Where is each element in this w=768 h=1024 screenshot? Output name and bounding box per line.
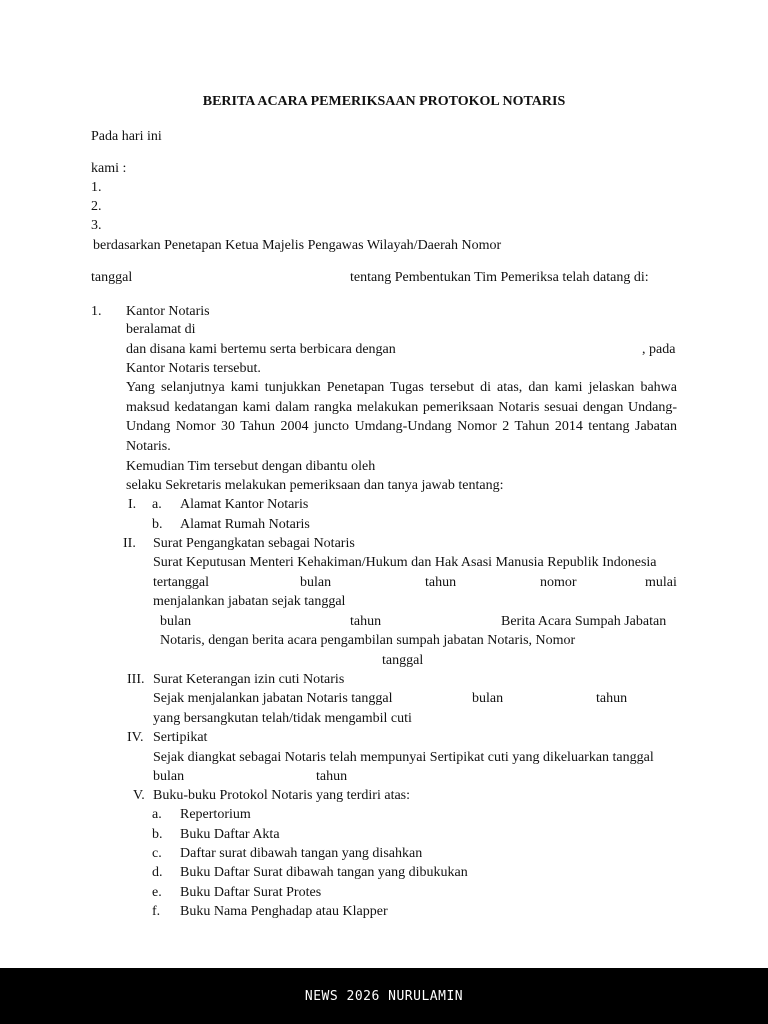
document-title: BERITA ACARA PEMERIKSAAN PROTOKOL NOTARIS: [202, 94, 566, 109]
mulai-label: mulai: [645, 575, 677, 590]
cuti-sejak-line: Sejak menjalankan jabatan Notaris tanggal: [153, 691, 393, 706]
section-1-roman: I.: [128, 497, 137, 512]
list-item-mark: e.: [152, 885, 162, 900]
list-item: Repertorium: [180, 807, 251, 822]
list-item: Buku Daftar Akta: [180, 827, 280, 842]
kami-label: kami :: [91, 161, 127, 176]
beralamat: beralamat di: [126, 322, 196, 337]
tahun-label-4: tahun: [316, 769, 348, 784]
list-item-mark: a.: [152, 807, 162, 822]
bulan-label-3: bulan: [472, 691, 504, 706]
selaku-line: selaku Sekretaris melakukan pemeriksaan dan tanya jawab tentang:: [126, 478, 504, 493]
member-1: 1.: [91, 180, 102, 195]
notaris-nomor-line: Notaris, dengan berita acara pengambilan sumpah jabatan Notaris, Nomor: [160, 633, 576, 648]
berita-acara-label: Berita Acara Sumpah Jabatan: [501, 614, 667, 629]
basis-line: berdasarkan Penetapan Ketua Majelis Pengawas Wilayah/Daerah Nomor: [93, 238, 502, 253]
section-1-a-text: Alamat Kantor Notaris: [180, 497, 309, 512]
tahun-label: tahun: [425, 575, 457, 590]
section-5-roman: V.: [133, 788, 145, 803]
section-3-roman: III.: [127, 672, 145, 687]
list-item: Buku Nama Penghadap atau Klapper: [180, 904, 388, 919]
footer-label: NEWS 2026 NURULAMIN: [304, 988, 464, 1004]
item-1-number: 1.: [91, 304, 102, 319]
purpose-paragraph: Yang selanjutnya kami tunjukkan Penetapan Tugas tersebut di atas, dan kami jelaskan bahwa maksud kedatangan kami dalam rangka melakukan pemeriksaan Notaris sesuai dengan Undang-Undang Nomor 30 Tahun 2004 juncto Umdang-Undang Nomor 2 Tahun 2014 tentang Jabatan Notaris.: [126, 380, 677, 454]
bulan-label: bulan: [300, 575, 332, 590]
sertipikat-line: Sejak diangkat sebagai Notaris telah mempunyai Sertipikat cuti yang dikeluarkan tanggal: [153, 750, 654, 765]
section-1-a-mark: a.: [152, 497, 162, 512]
list-item: Buku Daftar Surat dibawah tangan yang dibukukan: [180, 865, 468, 880]
section-4-heading: Sertipikat: [153, 730, 208, 745]
section-2-line1: Surat Keputusan Menteri Kehakiman/Hukum dan Hak Asasi Manusia Republik Indonesia: [153, 555, 657, 570]
tanggal-label: tanggal: [91, 270, 133, 285]
bulan-label-4: bulan: [153, 769, 185, 784]
kemudian-line: Kemudian Tim tersebut dengan dibantu oleh: [126, 459, 376, 474]
list-item-mark: f.: [152, 904, 161, 919]
list-item: Buku Daftar Surat Protes: [180, 885, 322, 900]
section-3-heading: Surat Keterangan izin cuti Notaris: [153, 672, 345, 687]
tentang-line: tentang Pembentukan Tim Pemeriksa telah datang di:: [350, 270, 649, 285]
kantor-tersebut: Kantor Notaris tersebut.: [126, 361, 261, 376]
section-2-heading: Surat Pengangkatan sebagai Notaris: [153, 536, 355, 551]
section-4-roman: IV.: [127, 730, 144, 745]
menjalankan-line: menjalankan jabatan sejak tanggal: [153, 594, 346, 609]
tertanggal-label: tertanggal: [153, 575, 209, 590]
member-3: 3.: [91, 218, 102, 233]
list-item-mark: b.: [152, 827, 163, 842]
list-item: Daftar surat dibawah tangan yang disahkan: [180, 846, 423, 861]
list-item-mark: c.: [152, 846, 162, 861]
section-1-b-mark: b.: [152, 517, 163, 532]
bulan-label-2: bulan: [160, 614, 192, 629]
dan-disana: dan disana kami bertemu serta berbicara dengan: [126, 342, 396, 357]
list-item-mark: d.: [152, 865, 163, 880]
cuti-status-line: yang bersangkutan telah/tidak mengambil cuti: [153, 711, 412, 726]
nomor-label: nomor: [540, 575, 577, 590]
section-1-b-text: Alamat Rumah Notaris: [180, 517, 310, 532]
tahun-label-2: tahun: [350, 614, 382, 629]
section-5-heading: Buku-buku Protokol Notaris yang terdiri atas:: [153, 788, 411, 803]
pada-label: , pada: [642, 342, 676, 357]
footer-bar: [0, 968, 768, 1024]
member-2: 2.: [91, 199, 102, 214]
tahun-label-3: tahun: [596, 691, 628, 706]
day-line: Pada hari ini: [91, 129, 162, 144]
kantor-notaris: Kantor Notaris: [126, 304, 210, 319]
section-2-roman: II.: [123, 536, 136, 551]
tanggal-label-2: tanggal: [382, 653, 424, 668]
